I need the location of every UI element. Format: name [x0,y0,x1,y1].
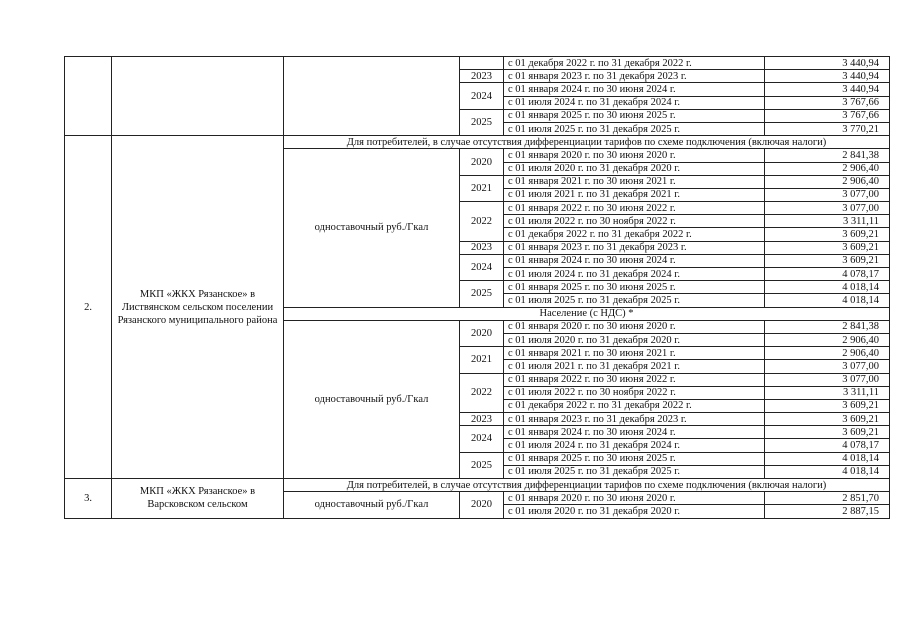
organization-number: 2. [65,136,112,479]
period-cell: с 01 июля 2021 г. по 31 декабря 2021 г. [504,360,765,373]
tariff-value: 3 609,21 [765,426,890,439]
year-cell: 2020 [460,492,504,518]
year-cell [460,57,504,70]
organization-name: МКП «ЖКХ Рязанское» в Варсковском сельском [112,479,284,519]
organization-cell [112,57,284,136]
year-cell: 2021 [460,347,504,373]
tariff-value: 2 887,15 [765,505,890,518]
period-cell: с 01 декабря 2022 г. по 31 декабря 2022 г. [504,228,765,241]
tariff-value: 2 841,38 [765,149,890,162]
period-cell: с 01 июля 2020 г. по 31 декабря 2020 г. [504,333,765,346]
year-cell: 2020 [460,149,504,175]
tariff-value: 3 609,21 [765,228,890,241]
period-cell: с 01 июля 2022 г. по 30 ноября 2022 г. [504,215,765,228]
period-cell: с 01 января 2023 г. по 31 декабря 2023 г. [504,70,765,83]
year-cell: 2024 [460,426,504,452]
tariff-value: 3 077,00 [765,188,890,201]
tariff-value: 3 077,00 [765,373,890,386]
period-cell: с 01 января 2025 г. по 30 июня 2025 г. [504,281,765,294]
year-cell: 2025 [460,109,504,135]
year-cell: 2023 [460,241,504,254]
period-cell: с 01 января 2024 г. по 30 июня 2024 г. [504,83,765,96]
period-cell: с 01 июля 2024 г. по 31 декабря 2024 г. [504,96,765,109]
period-cell: с 01 января 2024 г. по 30 июня 2024 г. [504,254,765,267]
table-row [65,136,890,149]
period-cell: с 01 января 2020 г. по 30 июня 2020 г. [504,492,765,505]
tariff-value: 3 767,66 [765,96,890,109]
section-header: Для потребителей, в случае отсутствия дифференциации тарифов по схеме подключения (включая налоги) [284,479,890,492]
table-row [65,57,890,70]
tariff-value: 3 311,11 [765,386,890,399]
table-row [65,479,890,492]
year-cell: 2023 [460,413,504,426]
tariff-value: 2 906,40 [765,333,890,346]
period-cell: с 01 декабря 2022 г. по 31 декабря 2022 г. [504,399,765,412]
rate-type: одноставочный руб./Гкал [284,149,460,307]
tariff-value: 2 906,40 [765,162,890,175]
tariff-table-body [65,57,890,519]
rate-type: одноставочный руб./Гкал [284,320,460,478]
rate-cell [284,57,460,136]
section-header: Население (с НДС) * [284,307,890,320]
period-cell: с 01 июля 2020 г. по 31 декабря 2020 г. [504,505,765,518]
tariff-value: 2 906,40 [765,347,890,360]
period-cell: с 01 января 2020 г. по 30 июня 2020 г. [504,149,765,162]
period-cell: с 01 января 2025 г. по 30 июня 2025 г. [504,452,765,465]
tariff-value: 2 906,40 [765,175,890,188]
tariff-value: 4 078,17 [765,439,890,452]
tariff-value: 4 078,17 [765,268,890,281]
period-cell: с 01 января 2022 г. по 30 июня 2022 г. [504,202,765,215]
period-cell: с 01 января 2025 г. по 30 июня 2025 г. [504,109,765,122]
period-cell: с 01 июля 2022 г. по 30 ноября 2022 г. [504,386,765,399]
period-cell: с 01 декабря 2022 г. по 31 декабря 2022 г. [504,57,765,70]
tariff-value: 3 440,94 [765,70,890,83]
period-cell: с 01 июля 2020 г. по 31 декабря 2020 г. [504,162,765,175]
period-cell: с 01 января 2020 г. по 30 июня 2020 г. [504,320,765,333]
tariff-value: 4 018,14 [765,294,890,307]
tariff-value: 3 609,21 [765,399,890,412]
tariff-value: 3 609,21 [765,241,890,254]
tariff-value: 3 077,00 [765,360,890,373]
tariff-value: 3 440,94 [765,83,890,96]
year-cell: 2025 [460,281,504,307]
year-cell: 2023 [460,70,504,83]
tariff-table [64,56,890,519]
tariff-value: 3 440,94 [765,57,890,70]
organization-number: 3. [65,479,112,519]
organization-name: МКП «ЖКХ Рязанское» в Листвянском сельском поселении Рязанского муниципального района [112,136,284,479]
section-header: Для потребителей, в случае отсутствия дифференциации тарифов по схеме подключения (включая налоги) [284,136,890,149]
tariff-value: 4 018,14 [765,452,890,465]
year-cell: 2020 [460,320,504,346]
year-cell: 2021 [460,175,504,201]
period-cell: с 01 июля 2021 г. по 31 декабря 2021 г. [504,188,765,201]
period-cell: с 01 июля 2025 г. по 31 декабря 2025 г. [504,122,765,135]
tariff-value: 2 841,38 [765,320,890,333]
tariff-value: 3 609,21 [765,413,890,426]
period-cell: с 01 июля 2025 г. по 31 декабря 2025 г. [504,465,765,478]
period-cell: с 01 июля 2024 г. по 31 декабря 2024 г. [504,439,765,452]
tariff-value: 3 767,66 [765,109,890,122]
tariff-value: 3 077,00 [765,202,890,215]
tariff-value: 3 311,11 [765,215,890,228]
number-cell [65,57,112,136]
period-cell: с 01 января 2023 г. по 31 декабря 2023 г. [504,241,765,254]
tariff-value: 3 770,21 [765,122,890,135]
rate-type: одноставочный руб./Гкал [284,492,460,518]
year-cell: 2024 [460,83,504,109]
period-cell: с 01 января 2021 г. по 30 июня 2021 г. [504,175,765,188]
period-cell: с 01 января 2024 г. по 30 июня 2024 г. [504,426,765,439]
period-cell: с 01 января 2023 г. по 31 декабря 2023 г. [504,413,765,426]
period-cell: с 01 января 2022 г. по 30 июня 2022 г. [504,373,765,386]
period-cell: с 01 июля 2025 г. по 31 декабря 2025 г. [504,294,765,307]
tariff-value: 2 851,70 [765,492,890,505]
period-cell: с 01 января 2021 г. по 30 июня 2021 г. [504,347,765,360]
year-cell: 2024 [460,254,504,280]
period-cell: с 01 июля 2024 г. по 31 декабря 2024 г. [504,268,765,281]
year-cell: 2025 [460,452,504,478]
tariff-value: 4 018,14 [765,281,890,294]
year-cell: 2022 [460,373,504,413]
tariff-value: 3 609,21 [765,254,890,267]
year-cell: 2022 [460,202,504,242]
tariff-value: 4 018,14 [765,465,890,478]
